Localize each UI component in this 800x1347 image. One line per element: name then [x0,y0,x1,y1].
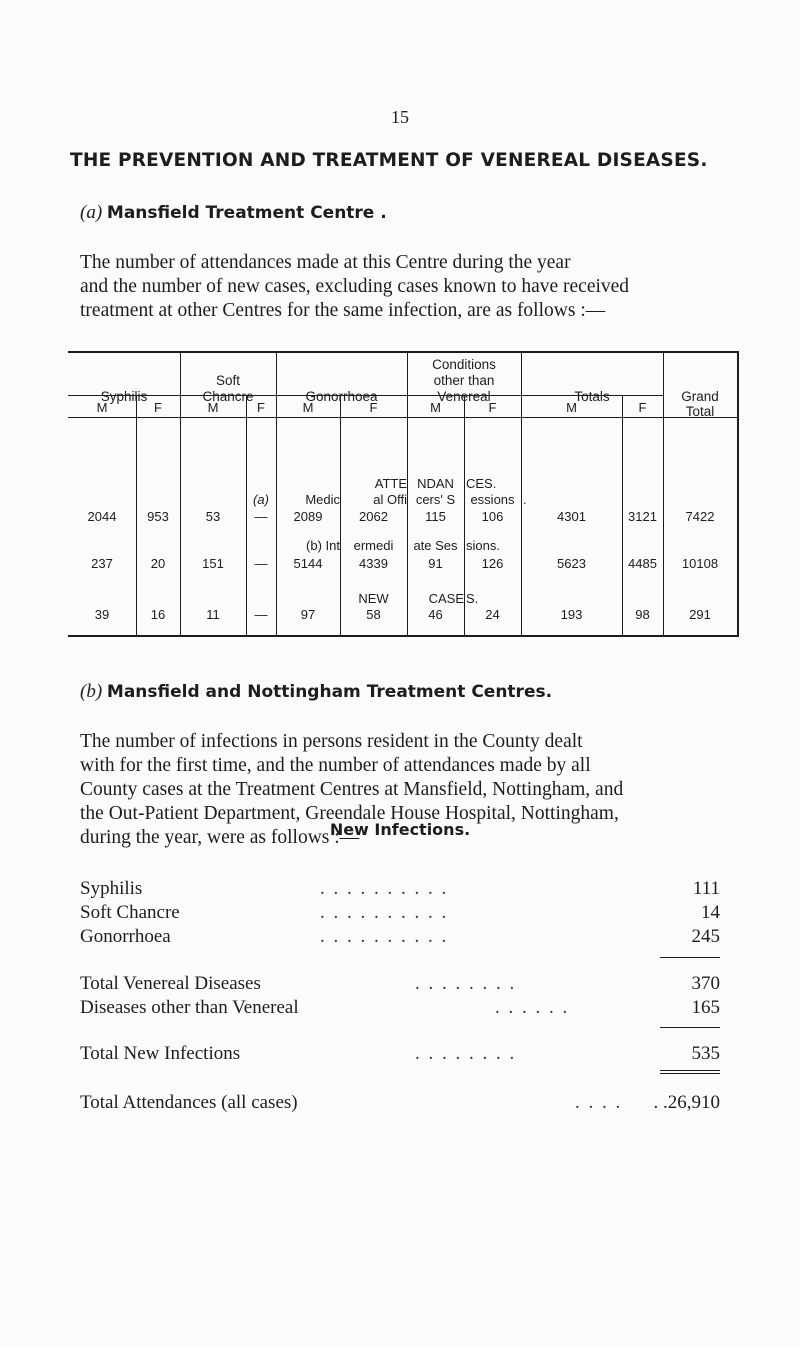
table-cell: 91 [428,556,443,571]
item-value: 535 [691,1043,720,1064]
subheader-m: M [302,400,314,415]
table-cell: 58 [366,607,381,622]
leader-dots: . . . . . . . . . . [320,926,449,947]
item-value: 165 [691,997,720,1018]
table-cell: — [254,509,268,524]
header-soft-chancre-2: Chancre [202,389,254,404]
page-title: THE PREVENTION AND TREATMENT OF VENEREAL DISEASES. [70,150,708,171]
paragraph-line: and the number of new cases, excluding cases known to have received [80,276,630,297]
table-cell: 151 [202,556,224,571]
table-cell: 5144 [293,556,323,571]
table-cell: 7422 [685,509,715,524]
overprint-text: essions [470,492,515,507]
overprint-text: al Offi [373,492,407,507]
leader-dots: . . . . . . . . [415,973,517,994]
header-gonorrhoea: Gonorrhoea [305,389,378,404]
table-cell: 126 [481,556,504,571]
item-value: 370 [691,973,720,994]
table-cell: — [254,556,268,571]
section-a-label: (a) [80,202,103,223]
paragraph-line: the Out-Patient Department, Greendale House Hospital, Nottingham, [80,803,619,824]
paragraph-line: The number of infections in persons resident in the County dealt [80,731,583,752]
table-cell: 106 [481,509,504,524]
attendance-table [68,351,739,637]
table-cell: 5623 [557,556,586,571]
paragraph-line: County cases at the Treatment Centres at Mansfield, Nottingham, and [80,779,624,800]
item-label: Total Venereal Diseases [80,973,261,994]
table-cell: 39 [94,607,110,622]
header-soft-chancre-1: Soft [215,373,240,388]
table-cell: 24 [485,607,500,622]
table-cell: 16 [150,607,166,622]
new-infections-heading: New Infections. [329,820,471,839]
overprint-text: Medic [305,492,340,507]
leader-dots: . . . . . . . . . . [320,878,449,899]
header-totals: Totals [574,389,610,404]
overprint-text: . [523,492,527,507]
table-cell: 291 [689,607,711,622]
item-value: 245 [691,926,720,947]
item-value: 111 [692,878,720,899]
section-b-heading [80,681,552,703]
table-cell: 53 [205,509,221,524]
row-label-b: (b) Int [306,538,340,553]
subheader-f: F [488,400,497,415]
table-cell: 953 [147,509,169,524]
leader-dots: . . . . . . . . . . [320,902,449,923]
leader-dots: . . . . . . . . [415,1043,517,1064]
table-cell: 4485 [628,556,657,571]
overprint-text: CASE [428,591,464,606]
table-cell: 97 [300,607,316,622]
section-a-heading [80,202,387,224]
leader-dots: . . . . [575,1092,623,1113]
table-cell: 10108 [681,556,719,571]
header-conditions-3: Venereal [437,389,491,404]
header-grand-total-2: Total [685,404,715,419]
section-a-title: Mansfield Treatment Centre . [106,203,387,223]
table-cell: 2044 [87,509,117,524]
item-label: Diseases other than Venereal [80,997,299,1018]
table-cell: 4339 [359,556,388,571]
subheader-m: M [566,400,577,415]
overprint-text: sions. [466,538,500,553]
row-label-a: (a) [253,492,269,507]
table-top-rule [68,351,739,353]
table-cell: 2062 [359,509,388,524]
subheader-m: M [96,400,108,415]
table-cell: 3121 [628,509,657,524]
subtotal-rule [660,957,720,958]
overprint-text: S. [466,591,479,606]
table-cell: 115 [425,509,446,524]
section-b-label: (b) [80,681,103,702]
total-double-rule [660,1073,720,1074]
table-cell: 98 [635,607,650,622]
item-label: Syphilis [80,878,143,899]
subheader-f: F [257,400,265,415]
table-cell: 46 [428,607,443,622]
total-double-rule [660,1070,720,1071]
table-cell: 193 [560,607,583,622]
subheader-divider [68,417,739,418]
section-b-title: Mansfield and Nottingham Treatment Centres. [106,682,553,702]
subheader-f: F [369,400,378,415]
subtotal-rule [660,1027,720,1028]
overprint-text: ermedi [353,538,394,553]
table-cell: 20 [150,556,166,571]
subheader-f: F [154,400,162,415]
table-bottom-rule [68,635,739,637]
leader-dots: . . . . . . [495,997,570,1018]
overprint-text: NDAN [417,476,454,491]
overprint-text: NEW [358,591,389,606]
item-label: Soft Chancre [80,902,180,923]
page-number: 15 [391,107,409,127]
item-value: . .26,910 [653,1092,720,1113]
item-label: Total Attendances (all cases) [80,1092,298,1113]
item-label: Total New Infections [80,1043,241,1064]
section-a-paragraph [80,251,730,323]
header-conditions-1: Conditions [432,357,496,372]
header-syphilis: Syphilis [100,389,148,404]
table-right-rule [737,351,739,637]
overprint-text: ate Ses [413,538,458,553]
overprint-text: CES. [466,476,497,491]
header-conditions-2: other than [433,373,495,388]
header-grand-total-1: Grand [681,389,719,404]
subheader-m: M [430,400,441,415]
overprint-text: ATTE [374,476,407,491]
paragraph-line: during the year, were as follows :— [80,827,360,848]
item-label: Gonorrhoea [80,926,171,947]
subheader-f: F [638,400,647,415]
item-value: 14 [701,902,720,923]
subheader-m: M [207,400,219,415]
table-cell: 11 [206,607,220,622]
table-cell: 4301 [557,509,586,524]
table-cell: 2089 [293,509,323,524]
paragraph-line: with for the first time, and the number of attendances made by all [80,755,591,776]
paragraph-line: treatment at other Centres for the same infection, are as follows :— [80,300,606,321]
overprint-text: cers' S [415,492,456,507]
table-cell: 237 [91,556,113,571]
paragraph-line: The number of attendances made at this Centre during the year [80,252,571,273]
table-cell: — [254,607,268,622]
